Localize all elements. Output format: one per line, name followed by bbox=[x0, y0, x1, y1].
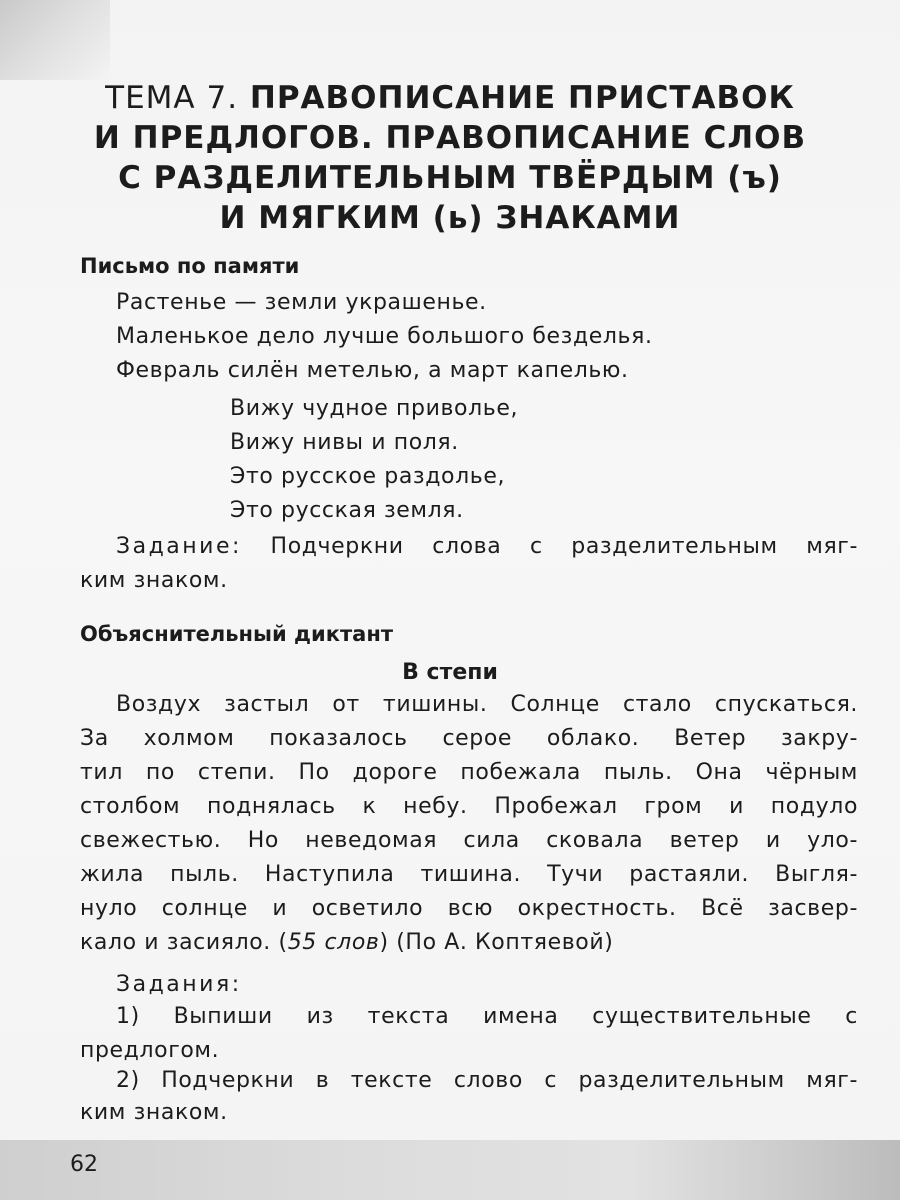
task-line: 1) Выпиши из текста имена существительные с bbox=[116, 1004, 858, 1029]
poem-line: Это русское раздолье, bbox=[230, 464, 506, 489]
task-line: 2) Подчеркни в тексте слово с разделительным мяг- bbox=[116, 1068, 858, 1093]
dictation-line: Воздух застыл от тишины. Солнце стало спускаться. bbox=[116, 692, 858, 717]
assignment-line: ким знаком. bbox=[80, 568, 228, 593]
task-line: предлогом. bbox=[80, 1038, 220, 1063]
title-line-1: ТЕМА 7. ПРАВОПИСАНИЕ ПРИСТАВОК bbox=[105, 80, 795, 116]
title-line-2: И ПРЕДЛОГОВ. ПРАВОПИСАНИЕ СЛОВ bbox=[93, 120, 807, 156]
assignment-label: Задание: bbox=[116, 534, 242, 559]
poem-line: Вижу чудное приволье, bbox=[230, 396, 519, 421]
task-line: ким знаком. bbox=[80, 1100, 228, 1125]
dictation-line: жила пыль. Наступила тишина. Тучи растаяли. Выгля- bbox=[80, 862, 858, 887]
dictation-line: тил по степи. По дороге побежала пыль. Она чёрным bbox=[80, 760, 858, 785]
topic-title bbox=[60, 78, 840, 238]
dictation-line: За холмом показалось серое облако. Ветер закру- bbox=[80, 726, 858, 751]
title-line-3: С РАЗДЕЛИТЕЛЬНЫМ ТВЁРДЫМ (ъ) bbox=[118, 160, 782, 196]
title-line-4: И МЯГКИМ (ь) ЗНАКАМИ bbox=[219, 200, 681, 236]
poem-line: Это русская земля. bbox=[230, 498, 464, 523]
word-count: 55 слов bbox=[287, 930, 380, 955]
poem-line: Вижу нивы и поля. bbox=[230, 430, 459, 455]
proverb-line: Маленькое дело лучше большого безделья. bbox=[116, 324, 653, 349]
page-number: 62 bbox=[70, 1152, 98, 1177]
dictation-line: столбом поднялась к небу. Пробежал гром и подуло bbox=[80, 794, 858, 819]
tasks-label: Задания: bbox=[116, 972, 242, 997]
dictation-line: нуло солнце и осветило всю окрестность. Всё засвер- bbox=[80, 896, 858, 921]
page-corner-shadow bbox=[0, 0, 110, 80]
assignment-line: Задание: Подчеркни слова с разделительным мяг- bbox=[116, 534, 858, 559]
proverb-line: Растенье — земли украшенье. bbox=[116, 290, 487, 315]
section-heading-memory-writing: Письмо по памяти bbox=[80, 254, 300, 278]
proverb-line: Февраль силён метелью, а март капелью. bbox=[116, 358, 629, 383]
section-heading-dictation: Объяснительный диктант bbox=[80, 622, 394, 646]
dictation-line: кало и засияло. (55 слов) (По А. Коптяевой) bbox=[80, 930, 614, 955]
topic-number: ТЕМА 7. bbox=[105, 80, 239, 116]
dictation-line: свежестью. Но неведомая сила сковала ветер и уло- bbox=[80, 828, 858, 853]
text-title: В степи bbox=[402, 660, 498, 685]
page-footer-band bbox=[0, 1140, 900, 1200]
